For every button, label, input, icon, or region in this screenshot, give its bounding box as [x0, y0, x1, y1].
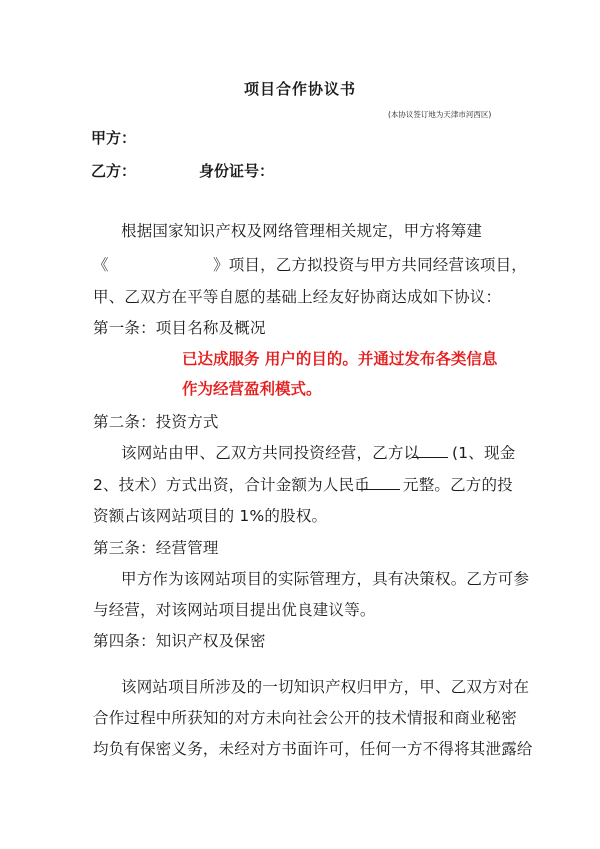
article-2-line-2b: 元整。乙方的投	[403, 476, 513, 494]
signing-location-note: (本协议签订地为天津市河西区)	[388, 110, 492, 119]
article-2-line-3: 资额占该网站项目的 1%的股权。	[93, 507, 328, 525]
investment-form-blank	[412, 443, 448, 458]
party-a-label: 甲方：	[91, 129, 137, 147]
article-1-red-line-1: 已达成服务 用户的目的。并通过发布各类信息	[182, 350, 498, 368]
amount-blank	[358, 475, 400, 490]
intro-line-2-open: 《	[93, 256, 109, 274]
article-3-line-2: 与经营，对该网站项目提出优良建议等。	[93, 601, 376, 619]
article-2-line-1b: (1、现金	[452, 444, 516, 462]
article-4-line-1: 该网站项目所涉及的一切知识产权归甲方，甲、乙双方对在	[121, 678, 530, 696]
article-2-line-1a: 该网站由甲、乙双方共同投资经营，乙方以	[121, 444, 420, 462]
intro-line-3: 甲、乙双方在平等自愿的基础上经友好协商达成如下协议：	[93, 288, 502, 306]
article-3-heading: 第三条：经营管理	[93, 539, 219, 557]
article-4-heading: 第四条：知识产权及保密	[93, 632, 266, 650]
article-2-line-2a: 2、技术）方式出资，合计金额为人民币	[93, 476, 370, 494]
article-4-line-2: 合作过程中所获知的对方未向社会公开的技术情报和商业秘密	[93, 709, 517, 727]
article-1-heading: 第一条：项目名称及概况	[93, 319, 266, 337]
article-1-red-line-2: 作为经营盈利模式。	[182, 380, 322, 398]
party-b-label: 乙方：	[91, 162, 137, 180]
intro-line-2-close: 》项目，乙方拟投资与甲方共同经营该项目，	[213, 256, 528, 274]
document-title: 项目合作协议书	[243, 80, 356, 98]
id-number-label: 身份证号：	[199, 162, 275, 180]
article-2-heading: 第二条：投资方式	[93, 413, 219, 431]
article-3-line-1: 甲方作为该网站项目的实际管理方，具有决策权。乙方可参	[121, 570, 530, 588]
article-4-line-3: 均负有保密义务，未经对方书面许可，任何一方不得将其泄露给	[93, 740, 533, 758]
intro-line-1: 根据国家知识产权及网络管理相关规定，甲方将筹建	[121, 222, 483, 240]
